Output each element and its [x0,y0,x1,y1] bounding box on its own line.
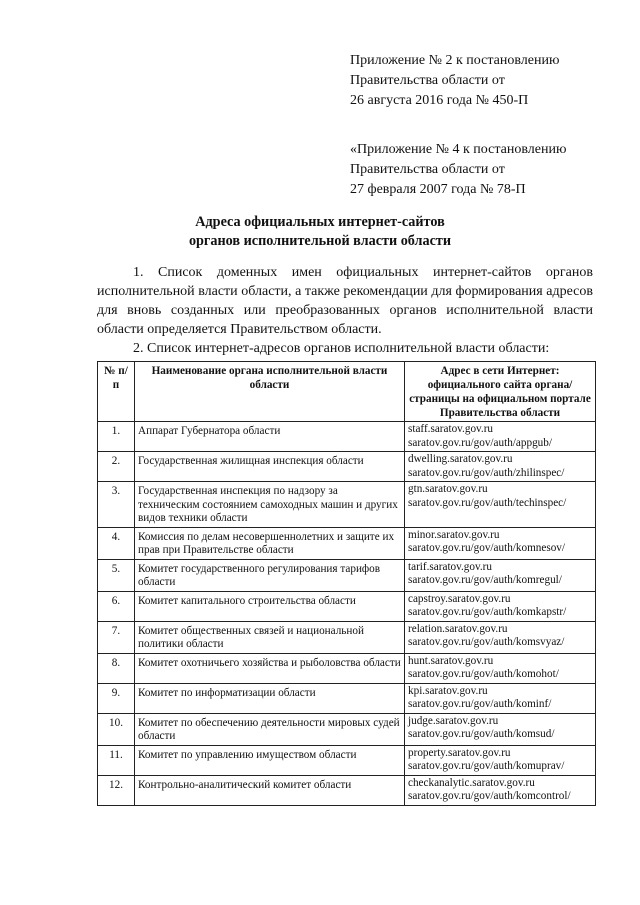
authority-name: Комитет по обеспечению деятельности мировых судей области [135,713,405,745]
authority-name: Государственная инспекция по надзору за техническим состоянием самоходных машин и других видов техники области [135,482,405,528]
site-url: tarif.saratov.gov.ru [408,560,492,573]
portal-url: saratov.gov.ru/gov/auth/komcontrol/ [408,790,571,802]
portal-url: saratov.gov.ru/gov/auth/komsud/ [408,728,555,740]
table-row [98,527,596,559]
row-number: 8. [98,653,135,683]
site-url: judge.saratov.gov.ru [408,714,499,727]
appendix-header-line: Приложение № 2 к постановлению [350,53,560,68]
appendix-header-line: 26 августа 2016 года № 450-П [350,93,529,108]
site-url: hunt.saratov.gov.ru [408,654,494,667]
row-number: 4. [98,527,135,559]
address-cell [405,422,596,452]
table-row [98,559,596,591]
site-url: property.saratov.gov.ru [408,746,511,759]
authority-name: Комитет охотничьего хозяйства и рыболовства области [135,653,405,683]
table-header-row [98,362,596,422]
site-url: minor.saratov.gov.ru [408,528,500,541]
row-number: 3. [98,482,135,528]
table-row [98,745,596,775]
authority-name: Контрольно-аналитический комитет области [135,775,405,805]
address-cell [405,621,596,653]
row-number: 5. [98,559,135,591]
address-cell [405,591,596,621]
header-address: Адрес в сети Интернет: официального сайта органа/ страницы на официальном портале Правительства области [405,362,596,422]
appendix-header-line: Правительства области от [350,73,505,88]
address-cell [405,559,596,591]
table-row [98,653,596,683]
table-row [98,591,596,621]
paragraph-2: 2. Список интернет-адресов органов исполнительной власти области: [133,341,550,356]
row-number: 6. [98,591,135,621]
address-cell [405,653,596,683]
addresses-table [97,361,596,806]
portal-url: saratov.gov.ru/gov/auth/komsvyaz/ [408,636,565,648]
title-line: Адреса официальных интернет-сайтов [195,214,445,230]
address-cell [405,745,596,775]
header-name: Наименование органа исполнительной власти области [135,362,405,422]
row-number: 11. [98,745,135,775]
address-cell [405,713,596,745]
row-number: 10. [98,713,135,745]
header-num: № п/п [98,362,135,422]
document-title [0,213,640,251]
table-row [98,422,596,452]
authority-name: Государственная жилищная инспекция области [135,452,405,482]
table-row [98,621,596,653]
quoted-header-line: «Приложение № 4 к постановлению [350,142,567,157]
portal-url: saratov.gov.ru/gov/auth/komnesov/ [408,542,566,554]
address-cell [405,775,596,805]
row-number: 2. [98,452,135,482]
site-url: relation.saratov.gov.ru [408,622,508,635]
table-row [98,713,596,745]
paragraph-1: 1. Список доменных имен официальных интернет-сайтов органов исполнительной власти области, а также рекомендации для формирования адресов для вновь созданных или преобразованных органов исполнительной власти области определяется Правительством области. [97,265,593,337]
authority-name: Комитет общественных связей и национальной политики области [135,621,405,653]
portal-url: saratov.gov.ru/gov/auth/zhilinspec/ [408,466,565,479]
portal-url: saratov.gov.ru/gov/auth/appgub/ [408,436,552,449]
site-url: staff.saratov.gov.ru [408,423,494,435]
row-number: 7. [98,621,135,653]
address-cell [405,482,596,528]
quoted-header-line: 27 февраля 2007 года № 78-П [350,182,526,197]
address-cell [405,527,596,559]
portal-url: saratov.gov.ru/gov/auth/kominf/ [408,698,552,710]
authority-name: Комиссия по делам несовершеннолетних и защите их прав при Правительстве области [135,527,405,559]
authority-name: Комитет по управлению имуществом области [135,745,405,775]
site-url: kpi.saratov.gov.ru [408,684,488,697]
title-line: органов исполнительной власти области [188,233,452,249]
quoted-header-line: Правительства области от [350,162,505,177]
site-url: capstroy.saratov.gov.ru [408,592,511,605]
row-number: 12. [98,775,135,805]
portal-url: saratov.gov.ru/gov/auth/komohot/ [408,668,559,680]
portal-url: saratov.gov.ru/gov/auth/komkapstr/ [408,606,567,618]
authority-name: Комитет капитального строительства области [135,591,405,621]
authority-name: Аппарат Губернатора области [135,422,405,452]
site-url: dwelling.saratov.gov.ru [408,453,513,465]
site-url: gtn.saratov.gov.ru [408,483,488,495]
table-row [98,683,596,713]
row-number: 9. [98,683,135,713]
site-url: checkanalytic.saratov.gov.ru [408,776,535,789]
address-cell [405,452,596,482]
table-row [98,452,596,482]
authority-name: Комитет по информатизации области [135,683,405,713]
table-row [98,482,596,528]
authority-name: Комитет государственного регулирования тарифов области [135,559,405,591]
portal-url: saratov.gov.ru/gov/auth/komregul/ [408,574,562,586]
appendix-header [350,51,559,111]
address-cell [405,683,596,713]
row-number: 1. [98,422,135,452]
portal-url: saratov.gov.ru/gov/auth/komuprav/ [408,760,565,772]
portal-url: saratov.gov.ru/gov/auth/techinspec/ [408,496,567,509]
table-row [98,775,596,805]
quoted-appendix-header [350,140,566,200]
